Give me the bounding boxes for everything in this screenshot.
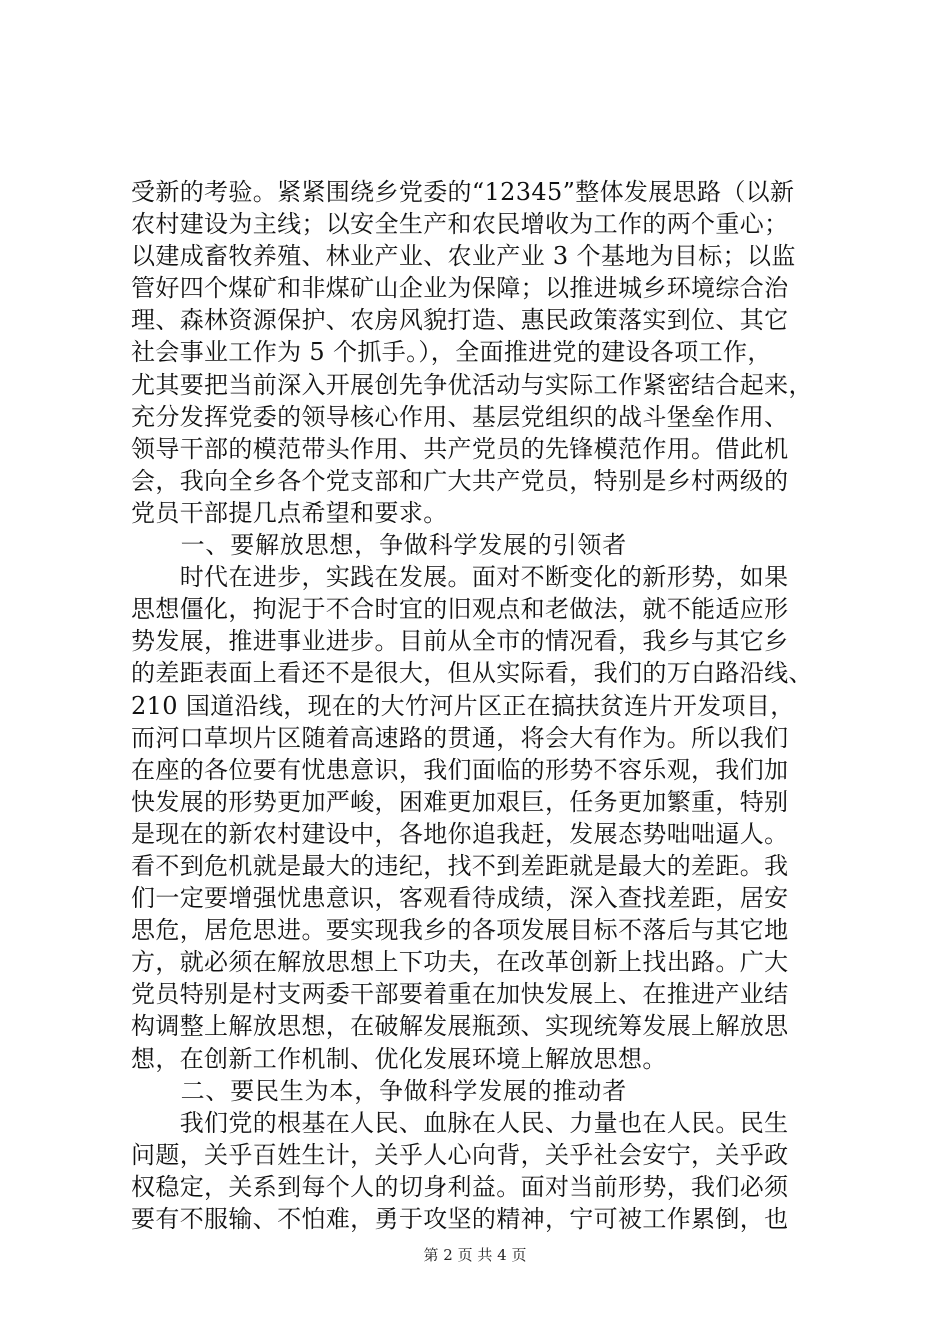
text-line: 时代在进步，实践在发展。面对不断变化的新形势，如果 <box>131 563 789 592</box>
text-line: 看不到危机就是最大的违纪，找不到差距就是最大的差距。我 <box>131 851 789 880</box>
text-line: 党员特别是村支两委干部要着重在加快发展上、在推进产业结 <box>131 980 789 1009</box>
page-number: 第 2 页 共 4 页 <box>423 1246 527 1264</box>
paragraph-section-1 <box>131 561 826 1075</box>
text-line: 农村建设为主线；以安全生产和农民增收为工作的两个重心； <box>131 210 789 239</box>
paragraph-intro <box>131 176 826 529</box>
section-heading-1: 一、要解放思想，争做科学发展的引领者 <box>131 531 627 560</box>
text-line: 管好四个煤矿和非煤矿山企业为保障；以推进城乡环境综合治 <box>131 274 789 303</box>
text-line: 充分发挥党委的领导核心作用、基层党组织的战斗堡垒作用、 <box>131 402 789 431</box>
document-body <box>131 176 826 1235</box>
text-line: 会，我向全乡各个党支部和广大共产党员，特别是乡村两级的 <box>131 466 789 495</box>
text-line: 受新的考验。紧紧围绕乡党委的“12345”整体发展思路（以新 <box>131 178 795 206</box>
text-line: 想，在创新工作机制、优化发展环境上解放思想。 <box>131 1044 667 1073</box>
text-line: 210 国道沿线，现在的大竹河片区正在搞扶贫连片开发项目， <box>131 691 795 720</box>
text-line: 要有不服输、不怕难，勇于攻坚的精神，宁可被工作累倒，也 <box>131 1205 789 1233</box>
text-line: 的差距表面上看还不是很大，但从实际看，我们的万白路沿线、 <box>131 659 813 688</box>
text-line: 在座的各位要有忧患意识，我们面临的形势不容乐观，我们加 <box>131 755 789 784</box>
text-line: 社会事业工作为 5 个抓手。），全面推进党的建设各项工作， <box>131 338 772 367</box>
text-line: 理、森林资源保护、农房风貌打造、惠民政策落实到位、其它 <box>131 306 789 335</box>
text-line: 方，就必须在解放思想上下功夫，在改革创新上找出路。广大 <box>131 948 789 977</box>
text-line: 快发展的形势更加严峻，困难更加艰巨，任务更加繁重，特别 <box>131 787 789 816</box>
text-line: 势发展，推进事业进步。目前从全市的情况看，我乡与其它乡 <box>131 627 789 656</box>
section-heading-2: 二、要民生为本，争做科学发展的推动者 <box>131 1076 627 1105</box>
page-footer <box>0 1245 950 1265</box>
text-line: 问题，关乎百姓生计，关乎人心向背，关乎社会安宁，关乎政 <box>131 1140 789 1169</box>
text-line: 思想僵化，拘泥于不合时宜的旧观点和老做法，就不能适应形 <box>131 595 789 624</box>
text-line: 构调整上解放思想，在破解发展瓶颈、实现统筹发展上解放思 <box>131 1012 789 1041</box>
text-line: 思危，居危思进。要实现我乡的各项发展目标不落后与其它地 <box>131 916 789 945</box>
text-line: 以建成畜牧养殖、林业产业、农业产业 3 个基地为目标；以监 <box>131 242 796 271</box>
text-line: 们一定要增强忧患意识，客观看待成绩，深入查找差距，居安 <box>131 884 789 913</box>
paragraph-section-2 <box>131 1107 826 1235</box>
text-line: 尤其要把当前深入开展创先争优活动与实际工作紧密结合起来， <box>131 370 813 399</box>
text-line: 党员干部提几点希望和要求。 <box>131 498 448 527</box>
text-line: 而河口草坝片区随着高速路的贯通，将会大有作为。所以我们 <box>131 723 789 752</box>
text-line: 领导干部的模范带头作用、共产党员的先锋模范作用。借此机 <box>131 434 789 463</box>
text-line: 是现在的新农村建设中，各地你追我赶，发展态势咄咄逼人。 <box>131 819 789 848</box>
text-line: 我们党的根基在人民、血脉在人民、力量也在人民。民生 <box>131 1108 789 1137</box>
text-line: 权稳定，关系到每个人的切身利益。面对当前形势，我们必须 <box>131 1172 789 1201</box>
